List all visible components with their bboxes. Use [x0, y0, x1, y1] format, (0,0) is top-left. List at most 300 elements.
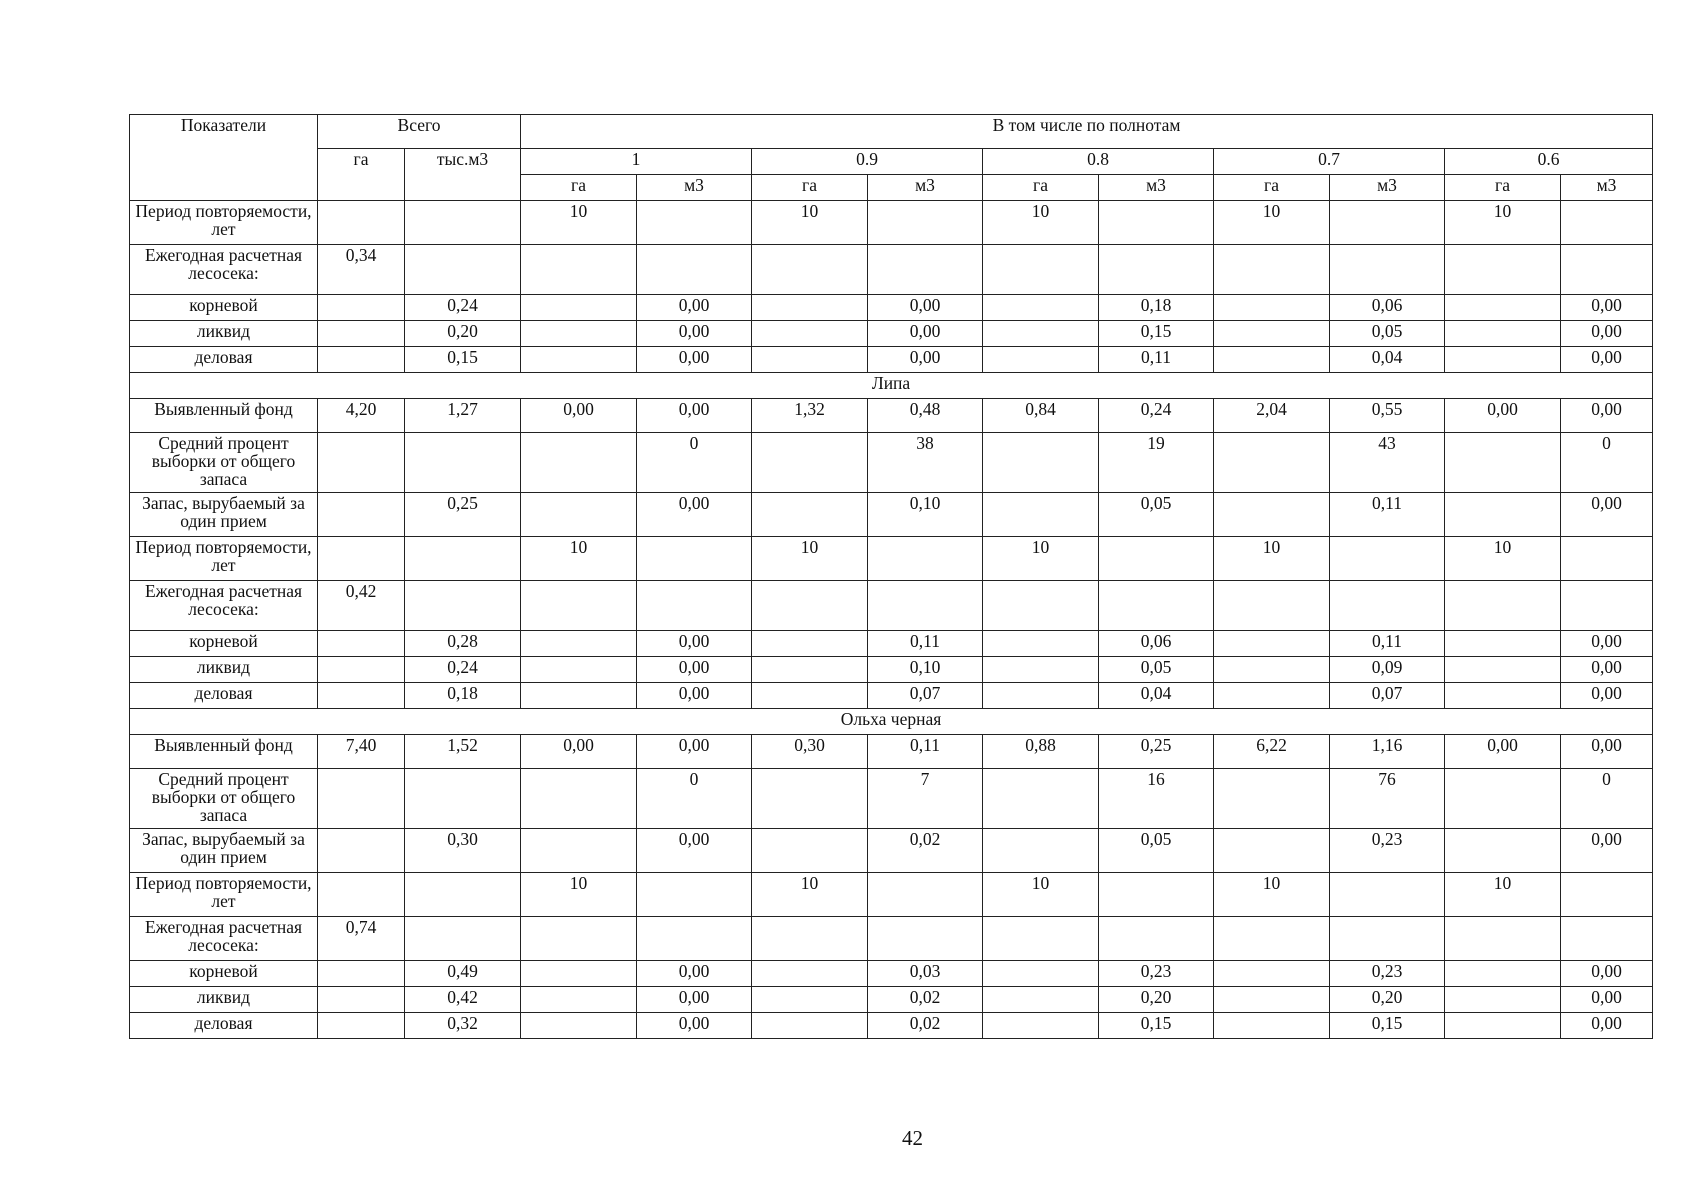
table-cell [752, 917, 868, 961]
table-cell: 0,00 [1445, 399, 1561, 433]
table-cell [405, 917, 521, 961]
table-cell [983, 657, 1099, 683]
table-cell: 0,28 [405, 631, 521, 657]
table-cell [983, 245, 1099, 295]
table-cell [868, 245, 983, 295]
table-cell: 1,16 [1330, 735, 1445, 769]
table-cell: 0,00 [1561, 961, 1653, 987]
table-cell [521, 321, 637, 347]
table-cell [983, 683, 1099, 709]
table-cell [1214, 987, 1330, 1013]
table-cell: 0,20 [1330, 987, 1445, 1013]
table-cell: 1,27 [405, 399, 521, 433]
table-cell: 0 [637, 433, 752, 493]
table-row [130, 347, 1653, 373]
table-cell: 0,02 [868, 829, 983, 873]
table-cell: 10 [521, 873, 637, 917]
table-cell: 0,00 [637, 399, 752, 433]
table-cell: 0,00 [521, 399, 637, 433]
table-cell: 10 [752, 537, 868, 581]
table-cell [318, 347, 405, 373]
table-cell [1214, 631, 1330, 657]
table-cell [1330, 245, 1445, 295]
table-cell: 0,04 [1330, 347, 1445, 373]
table-cell: 7 [868, 769, 983, 829]
table-cell: 0,00 [868, 321, 983, 347]
table-cell: 0,00 [1561, 1013, 1653, 1039]
table-row [130, 1013, 1653, 1039]
table-cell [983, 917, 1099, 961]
table-cell: 0,00 [637, 987, 752, 1013]
header-sub-ha: га [1214, 175, 1330, 201]
table-cell [752, 987, 868, 1013]
table-cell [1445, 433, 1561, 493]
header-total: Всего [318, 115, 521, 149]
table-cell [521, 987, 637, 1013]
table-cell: 0 [1561, 433, 1653, 493]
table-cell [983, 987, 1099, 1013]
table-cell [1214, 245, 1330, 295]
row-label: ликвид [130, 657, 318, 683]
table-cell [521, 581, 637, 631]
table-row [130, 631, 1653, 657]
forest-stand-table [129, 114, 1653, 1039]
table-cell: 0,00 [637, 735, 752, 769]
row-label: Ежегодная расчетная лесосека: [130, 581, 318, 631]
table-cell [405, 537, 521, 581]
table-row [130, 493, 1653, 537]
table-cell: 0,07 [868, 683, 983, 709]
page-number: 42 [902, 1126, 923, 1150]
table-cell [1445, 493, 1561, 537]
row-label: деловая [130, 683, 318, 709]
header-sub-m3: м3 [637, 175, 752, 201]
table-cell: 0,25 [405, 493, 521, 537]
header-sub-m3: м3 [1561, 175, 1653, 201]
table-cell [405, 201, 521, 245]
table-cell: 10 [521, 201, 637, 245]
header-density-08: 0.8 [983, 149, 1214, 175]
table-row [130, 987, 1653, 1013]
table-cell: 0,00 [1561, 683, 1653, 709]
table-cell: 0,15 [405, 347, 521, 373]
section-title-row [130, 373, 1653, 399]
table-row [130, 683, 1653, 709]
table-cell: 0,15 [1330, 1013, 1445, 1039]
table-cell [1445, 581, 1561, 631]
table-cell: 0,05 [1330, 321, 1445, 347]
table-cell: 7,40 [318, 735, 405, 769]
table-cell: 0,11 [868, 631, 983, 657]
header-indicators: Показатели [130, 115, 318, 201]
table-cell [1445, 295, 1561, 321]
table-cell: 0,23 [1099, 961, 1214, 987]
table-cell: 0,02 [868, 987, 983, 1013]
table-row [130, 537, 1653, 581]
table-cell [318, 295, 405, 321]
table-cell: 0,00 [637, 829, 752, 873]
table-cell: 0,55 [1330, 399, 1445, 433]
table-cell: 0,32 [405, 1013, 521, 1039]
header-by-density: В том числе по полнотам [521, 115, 1653, 149]
table-cell: 0,24 [405, 657, 521, 683]
table-cell: 0 [1561, 769, 1653, 829]
table-cell [1214, 347, 1330, 373]
table-cell [1561, 537, 1653, 581]
table-cell [868, 873, 983, 917]
table-cell: 0,15 [1099, 321, 1214, 347]
table-cell [1099, 537, 1214, 581]
table-header [130, 115, 1653, 201]
row-label: корневой [130, 961, 318, 987]
table-cell [1445, 321, 1561, 347]
table-row [130, 657, 1653, 683]
table-cell [983, 581, 1099, 631]
row-label: Выявленный фонд [130, 399, 318, 433]
table-row [130, 769, 1653, 829]
table-cell [1330, 581, 1445, 631]
table-cell [1445, 769, 1561, 829]
table-cell [318, 873, 405, 917]
table-cell: 0,06 [1099, 631, 1214, 657]
table-cell: 0,00 [637, 1013, 752, 1039]
table-cell [1561, 873, 1653, 917]
table-cell [1214, 961, 1330, 987]
table-cell: 0,48 [868, 399, 983, 433]
table-cell: 0,20 [1099, 987, 1214, 1013]
table-body [130, 201, 1653, 1039]
table-cell [1214, 1013, 1330, 1039]
table-cell [868, 581, 983, 631]
header-sub-ha: га [983, 175, 1099, 201]
table-cell: 0 [637, 769, 752, 829]
table-cell [318, 657, 405, 683]
table-cell [521, 245, 637, 295]
table-cell [752, 683, 868, 709]
table-cell: 0,00 [1561, 295, 1653, 321]
table-cell [1214, 917, 1330, 961]
table-cell [752, 433, 868, 493]
table-cell [1099, 245, 1214, 295]
table-row [130, 735, 1653, 769]
header-sub-ha: га [1445, 175, 1561, 201]
table-cell: 0,23 [1330, 829, 1445, 873]
table-cell [983, 769, 1099, 829]
row-label: Ежегодная расчетная лесосека: [130, 917, 318, 961]
table-cell [1330, 537, 1445, 581]
table-cell: 0,00 [1561, 399, 1653, 433]
table-row [130, 245, 1653, 295]
table-cell [752, 1013, 868, 1039]
table-cell: 0,15 [1099, 1013, 1214, 1039]
header-density-07: 0.7 [1214, 149, 1445, 175]
table-cell [318, 201, 405, 245]
table-cell: 0,23 [1330, 961, 1445, 987]
table-cell [637, 581, 752, 631]
table-cell: 0,09 [1330, 657, 1445, 683]
table-cell [1445, 245, 1561, 295]
table-cell [521, 493, 637, 537]
row-label: Запас, вырубаемый за один прием [130, 493, 318, 537]
row-label: Средний процент выборки от общего запаса [130, 433, 318, 493]
header-total-ha: га [318, 149, 405, 201]
table-cell: 0,24 [1099, 399, 1214, 433]
table-cell: 10 [1445, 537, 1561, 581]
table-cell [983, 829, 1099, 873]
table-cell [1330, 873, 1445, 917]
table-cell: 0,05 [1099, 829, 1214, 873]
table-cell: 76 [1330, 769, 1445, 829]
table-cell [1214, 581, 1330, 631]
table-row [130, 321, 1653, 347]
table-cell: 19 [1099, 433, 1214, 493]
table-cell: 2,04 [1214, 399, 1330, 433]
table-cell [1561, 201, 1653, 245]
header-density-06: 0.6 [1445, 149, 1653, 175]
header-density-1: 1 [521, 149, 752, 175]
header-sub-ha: га [752, 175, 868, 201]
table-cell: 0,00 [1561, 987, 1653, 1013]
header-total-thous-m3: тыс.м3 [405, 149, 521, 201]
row-label: деловая [130, 347, 318, 373]
table-cell [983, 295, 1099, 321]
header-sub-m3: м3 [868, 175, 983, 201]
table-cell: 0,00 [1445, 735, 1561, 769]
table-cell: 0,34 [318, 245, 405, 295]
table-cell [983, 631, 1099, 657]
table-cell: 38 [868, 433, 983, 493]
table-cell: 0,00 [637, 321, 752, 347]
table-cell: 0,18 [405, 683, 521, 709]
table-cell: 43 [1330, 433, 1445, 493]
table-cell [318, 1013, 405, 1039]
table-cell [1214, 683, 1330, 709]
table-cell [1445, 917, 1561, 961]
table-cell [1099, 917, 1214, 961]
table-cell [983, 493, 1099, 537]
table-cell [405, 769, 521, 829]
section-title-row [130, 709, 1653, 735]
table-cell [1214, 433, 1330, 493]
header-sub-m3: м3 [1099, 175, 1214, 201]
table-cell: 0,00 [868, 295, 983, 321]
table-cell: 0,11 [868, 735, 983, 769]
table-cell: 0,49 [405, 961, 521, 987]
table-cell [521, 1013, 637, 1039]
table-cell: 0,00 [1561, 657, 1653, 683]
table-cell: 0,84 [983, 399, 1099, 433]
table-cell: 10 [752, 873, 868, 917]
table-cell [752, 769, 868, 829]
table-cell [318, 683, 405, 709]
table-cell [637, 201, 752, 245]
table-cell: 0,00 [637, 295, 752, 321]
table-cell: 0,00 [1561, 347, 1653, 373]
table-cell [752, 631, 868, 657]
table-cell: 1,52 [405, 735, 521, 769]
table-cell [983, 347, 1099, 373]
table-cell [318, 961, 405, 987]
table-cell: 0,00 [1561, 631, 1653, 657]
row-label: Период повторяемости, лет [130, 873, 318, 917]
table-cell [983, 961, 1099, 987]
table-cell [868, 537, 983, 581]
table-cell [521, 433, 637, 493]
table-cell: 10 [1214, 201, 1330, 245]
table-cell [405, 873, 521, 917]
table-row [130, 295, 1653, 321]
table-cell [521, 961, 637, 987]
table-row [130, 873, 1653, 917]
table-cell: 0,11 [1330, 631, 1445, 657]
table-cell: 0,00 [1561, 321, 1653, 347]
table-row [130, 581, 1653, 631]
table-cell [752, 347, 868, 373]
table-cell: 0,25 [1099, 735, 1214, 769]
table-cell [521, 829, 637, 873]
table-cell [1561, 245, 1653, 295]
table-cell: 0,10 [868, 657, 983, 683]
table-cell: 10 [983, 873, 1099, 917]
table-cell [521, 917, 637, 961]
table-cell: 0,06 [1330, 295, 1445, 321]
table-cell [983, 1013, 1099, 1039]
table-cell [318, 829, 405, 873]
table-cell [1445, 961, 1561, 987]
table-row [130, 201, 1653, 245]
section-title: Ольха черная [130, 709, 1653, 735]
row-label: ликвид [130, 321, 318, 347]
table-cell [1561, 917, 1653, 961]
table-cell [318, 987, 405, 1013]
table-cell: 0,00 [1561, 829, 1653, 873]
table-cell [1214, 295, 1330, 321]
table-cell [637, 245, 752, 295]
table-cell: 0,00 [1561, 735, 1653, 769]
table-cell: 16 [1099, 769, 1214, 829]
table-cell [405, 433, 521, 493]
table-cell [318, 433, 405, 493]
table-cell [637, 537, 752, 581]
row-label: корневой [130, 631, 318, 657]
table-row [130, 917, 1653, 961]
table-cell: 10 [752, 201, 868, 245]
row-label: Запас, вырубаемый за один прием [130, 829, 318, 873]
table-cell [752, 493, 868, 537]
table-cell: 0,00 [637, 683, 752, 709]
table-cell [752, 295, 868, 321]
table-cell: 0,00 [1561, 493, 1653, 537]
table-cell [752, 581, 868, 631]
table-cell: 4,20 [318, 399, 405, 433]
table-cell [1330, 917, 1445, 961]
table-cell: 0,05 [1099, 493, 1214, 537]
table-cell: 10 [1445, 873, 1561, 917]
table-cell: 0,30 [752, 735, 868, 769]
table-cell: 0,11 [1330, 493, 1445, 537]
table-row [130, 433, 1653, 493]
table-cell: 10 [1214, 537, 1330, 581]
table-cell [983, 321, 1099, 347]
table-cell: 10 [521, 537, 637, 581]
table-cell: 10 [983, 537, 1099, 581]
table-cell: 0,42 [318, 581, 405, 631]
table-cell [1445, 631, 1561, 657]
table-cell: 0,24 [405, 295, 521, 321]
table-cell [983, 433, 1099, 493]
table-cell: 0,00 [521, 735, 637, 769]
table-cell: 0,10 [868, 493, 983, 537]
table-cell [1214, 769, 1330, 829]
table-cell [1445, 987, 1561, 1013]
table-cell [405, 581, 521, 631]
table-cell [1330, 201, 1445, 245]
table-cell [1099, 201, 1214, 245]
table-cell: 0,00 [637, 347, 752, 373]
table-cell: 10 [1445, 201, 1561, 245]
table-cell: 0,74 [318, 917, 405, 961]
header-sub-m3: м3 [1330, 175, 1445, 201]
table-cell [1099, 873, 1214, 917]
table-cell [752, 829, 868, 873]
table-cell: 0,05 [1099, 657, 1214, 683]
table-cell [1214, 829, 1330, 873]
table-cell [1214, 657, 1330, 683]
row-label: ликвид [130, 987, 318, 1013]
table-cell [637, 873, 752, 917]
header-density-09: 0.9 [752, 149, 983, 175]
table-cell [752, 657, 868, 683]
table-cell [1099, 581, 1214, 631]
row-label: Период повторяемости, лет [130, 537, 318, 581]
table-cell: 0,18 [1099, 295, 1214, 321]
table-cell [1445, 1013, 1561, 1039]
table-cell [318, 493, 405, 537]
header-sub-ha: га [521, 175, 637, 201]
table-cell: 0,42 [405, 987, 521, 1013]
row-label: Выявленный фонд [130, 735, 318, 769]
table-cell: 0,00 [637, 631, 752, 657]
table-row [130, 399, 1653, 433]
table-cell [1445, 683, 1561, 709]
table-cell: 0,00 [637, 657, 752, 683]
table-cell: 0,20 [405, 321, 521, 347]
table-cell [318, 537, 405, 581]
row-label: деловая [130, 1013, 318, 1039]
table-cell [752, 321, 868, 347]
table-cell [752, 961, 868, 987]
table-cell [521, 631, 637, 657]
row-label: Период повторяемости, лет [130, 201, 318, 245]
row-label: Ежегодная расчетная лесосека: [130, 245, 318, 295]
table-cell: 0,11 [1099, 347, 1214, 373]
row-label: корневой [130, 295, 318, 321]
table-cell: 0,07 [1330, 683, 1445, 709]
table-cell [1445, 829, 1561, 873]
table-cell [521, 683, 637, 709]
table-cell: 10 [1214, 873, 1330, 917]
table-cell: 0,03 [868, 961, 983, 987]
table-cell [1561, 581, 1653, 631]
table-cell: 10 [983, 201, 1099, 245]
table-cell [521, 347, 637, 373]
table-cell [521, 295, 637, 321]
table-cell: 0,04 [1099, 683, 1214, 709]
table-cell [521, 657, 637, 683]
table-cell [637, 917, 752, 961]
table-cell [318, 769, 405, 829]
table-cell [1214, 321, 1330, 347]
